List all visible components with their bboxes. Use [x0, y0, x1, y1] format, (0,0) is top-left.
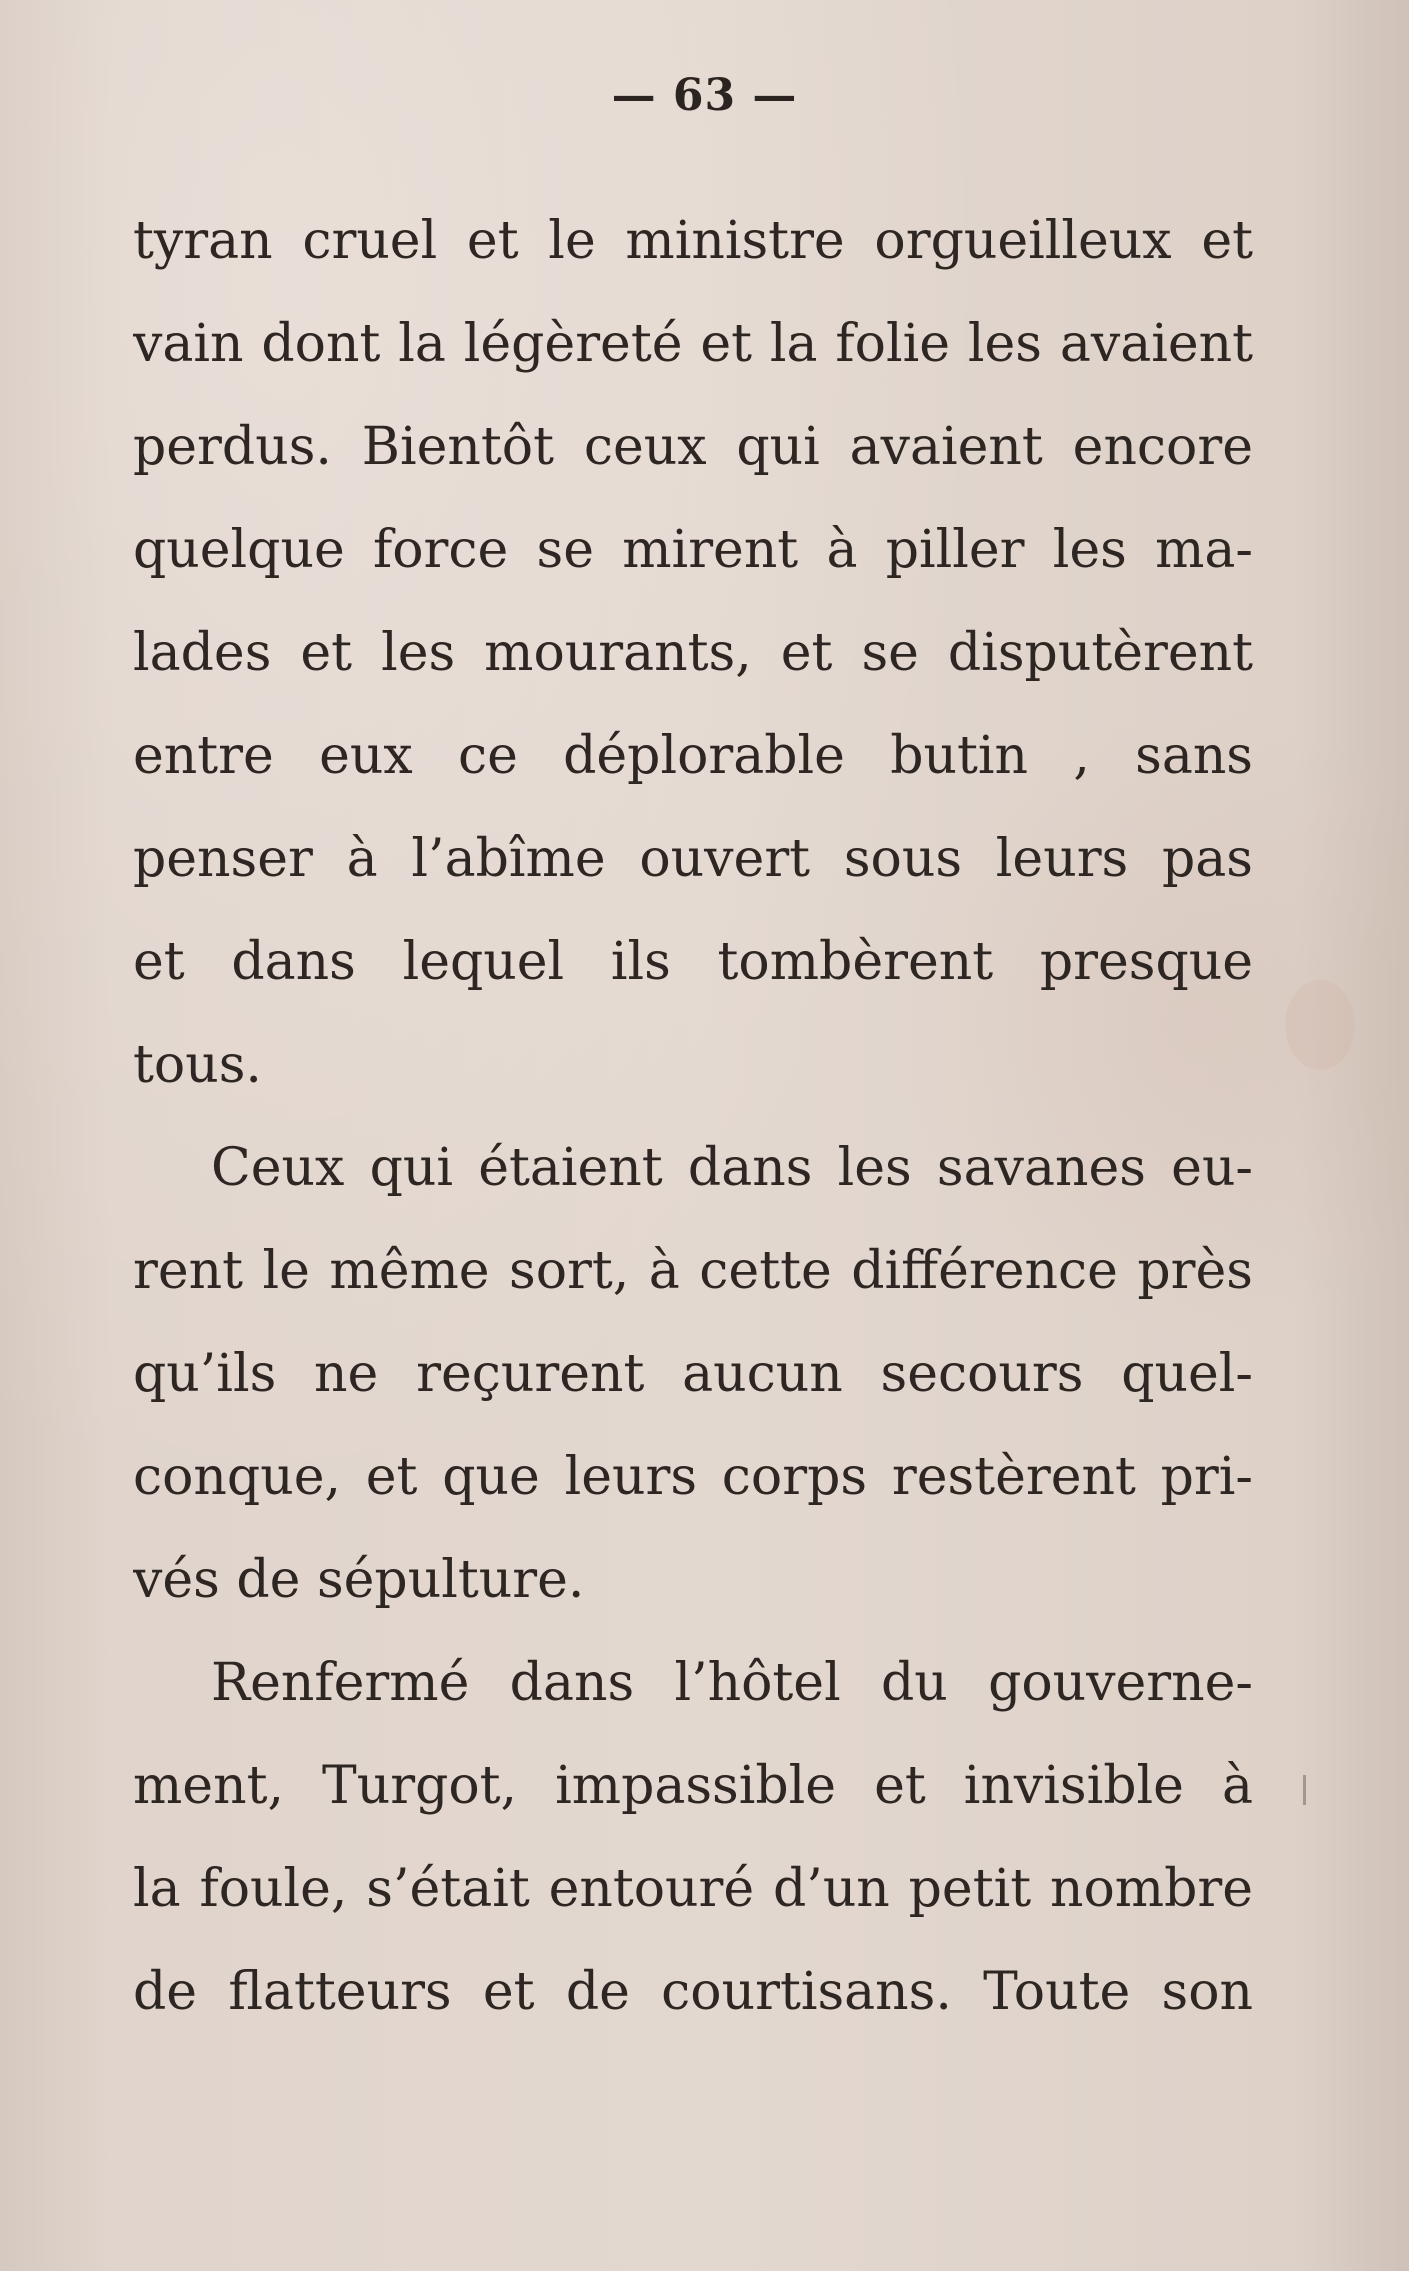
text-line: ment, Turgot, impassible et invisible à — [133, 1756, 1253, 1816]
text-line: lades et les mourants, et se disputèrent — [133, 623, 1253, 683]
text-line: qu’ils ne reçurent aucun secours quel- — [133, 1344, 1253, 1404]
text-line: tyran cruel et le ministre orgueilleux et — [133, 211, 1253, 271]
text-line: perdus. Bientôt ceux qui avaient encore — [133, 417, 1253, 477]
page-number: — 63 — — [611, 70, 798, 121]
text-line: de flatteurs et de courtisans. Toute son — [133, 1962, 1253, 2022]
text-line: Renfermé dans l’hôtel du gouverne- — [211, 1653, 1253, 1713]
text-line: rent le même sort, à cette différence près — [133, 1241, 1253, 1301]
text-line: la foule, s’était entouré d’un petit nombre — [133, 1859, 1253, 1919]
text-line: quelque force se mirent à piller les ma- — [133, 520, 1253, 580]
text-line: entre eux ce déplorable butin , sans — [133, 726, 1253, 786]
paragraph-3 — [133, 1632, 1253, 2044]
text-line: vain dont la légèreté et la folie les avaient — [133, 314, 1253, 374]
text-line: conque, et que leurs corps restèrent pri- — [133, 1447, 1253, 1507]
text-line: tous. — [133, 1035, 262, 1095]
text-line: vés de sépulture. — [133, 1550, 585, 1610]
margin-mark — [1303, 1775, 1306, 1805]
text-line: et dans lequel ils tombèrent presque — [133, 932, 1253, 992]
paragraph-2 — [133, 1117, 1253, 1632]
paragraph-1 — [133, 190, 1253, 1117]
text-line: penser à l’abîme ouvert sous leurs pas — [133, 829, 1253, 889]
paper-stain — [1285, 980, 1355, 1070]
body-text — [133, 190, 1253, 2044]
text-line: Ceux qui étaient dans les savanes eu- — [211, 1138, 1253, 1198]
